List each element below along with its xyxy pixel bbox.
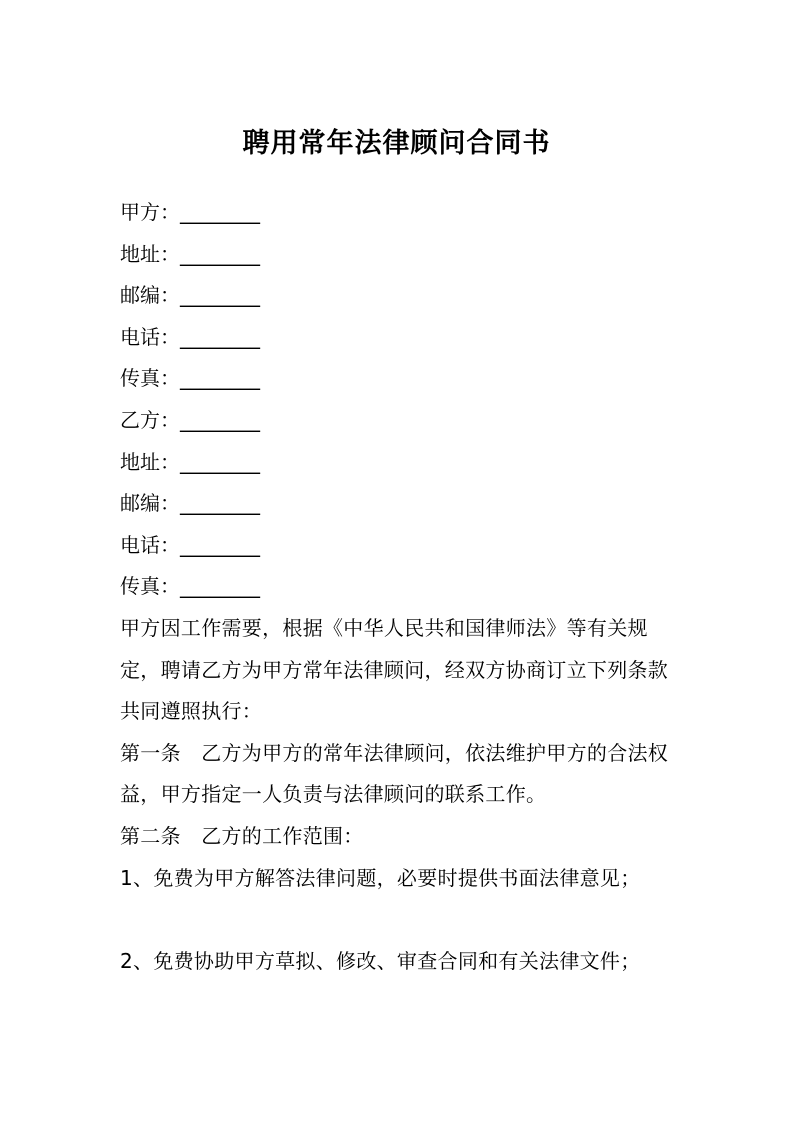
party-a-phone-field: 电话：________	[120, 324, 260, 349]
party-info-fields	[120, 192, 680, 608]
article-one-paragraph: 第一条 乙方为甲方的常年法律顾问，依法维护甲方的合法权益，甲方指定一人负责与法律顾问的联系工作。	[120, 740, 669, 807]
party-a-fax-field: 传真：________	[120, 366, 260, 391]
party-b-postcode-field: 邮编：________	[120, 491, 260, 516]
contract-body	[120, 608, 680, 982]
preamble-paragraph: 甲方因工作需要，根据《中华人民共和国律师法》等有关规定，聘请乙方为甲方常年法律顾问，经双方协商订立下列条款共同遵照执行：	[120, 616, 669, 724]
party-a-address-field: 地址：________	[120, 241, 260, 266]
party-b-address-field: 地址：________	[120, 449, 260, 474]
scope-item-1: 1、免费为甲方解答法律问题，必要时提供书面法律意见；	[120, 865, 641, 890]
article-two-heading: 第二条 乙方的工作范围：	[120, 823, 364, 848]
party-a-postcode-field: 邮编：________	[120, 283, 260, 308]
party-b-fax-field: 传真：________	[120, 574, 260, 599]
party-b-phone-field: 电话：________	[120, 532, 260, 557]
party-a-name-field: 甲方：________	[120, 200, 260, 224]
document-title: 聘用常年法律顾问合同书	[242, 128, 551, 159]
scope-item-2: 2、免费协助甲方草拟、修改、审查合同和有关法律文件；	[120, 948, 641, 973]
party-b-name-field: 乙方：________	[120, 407, 260, 432]
